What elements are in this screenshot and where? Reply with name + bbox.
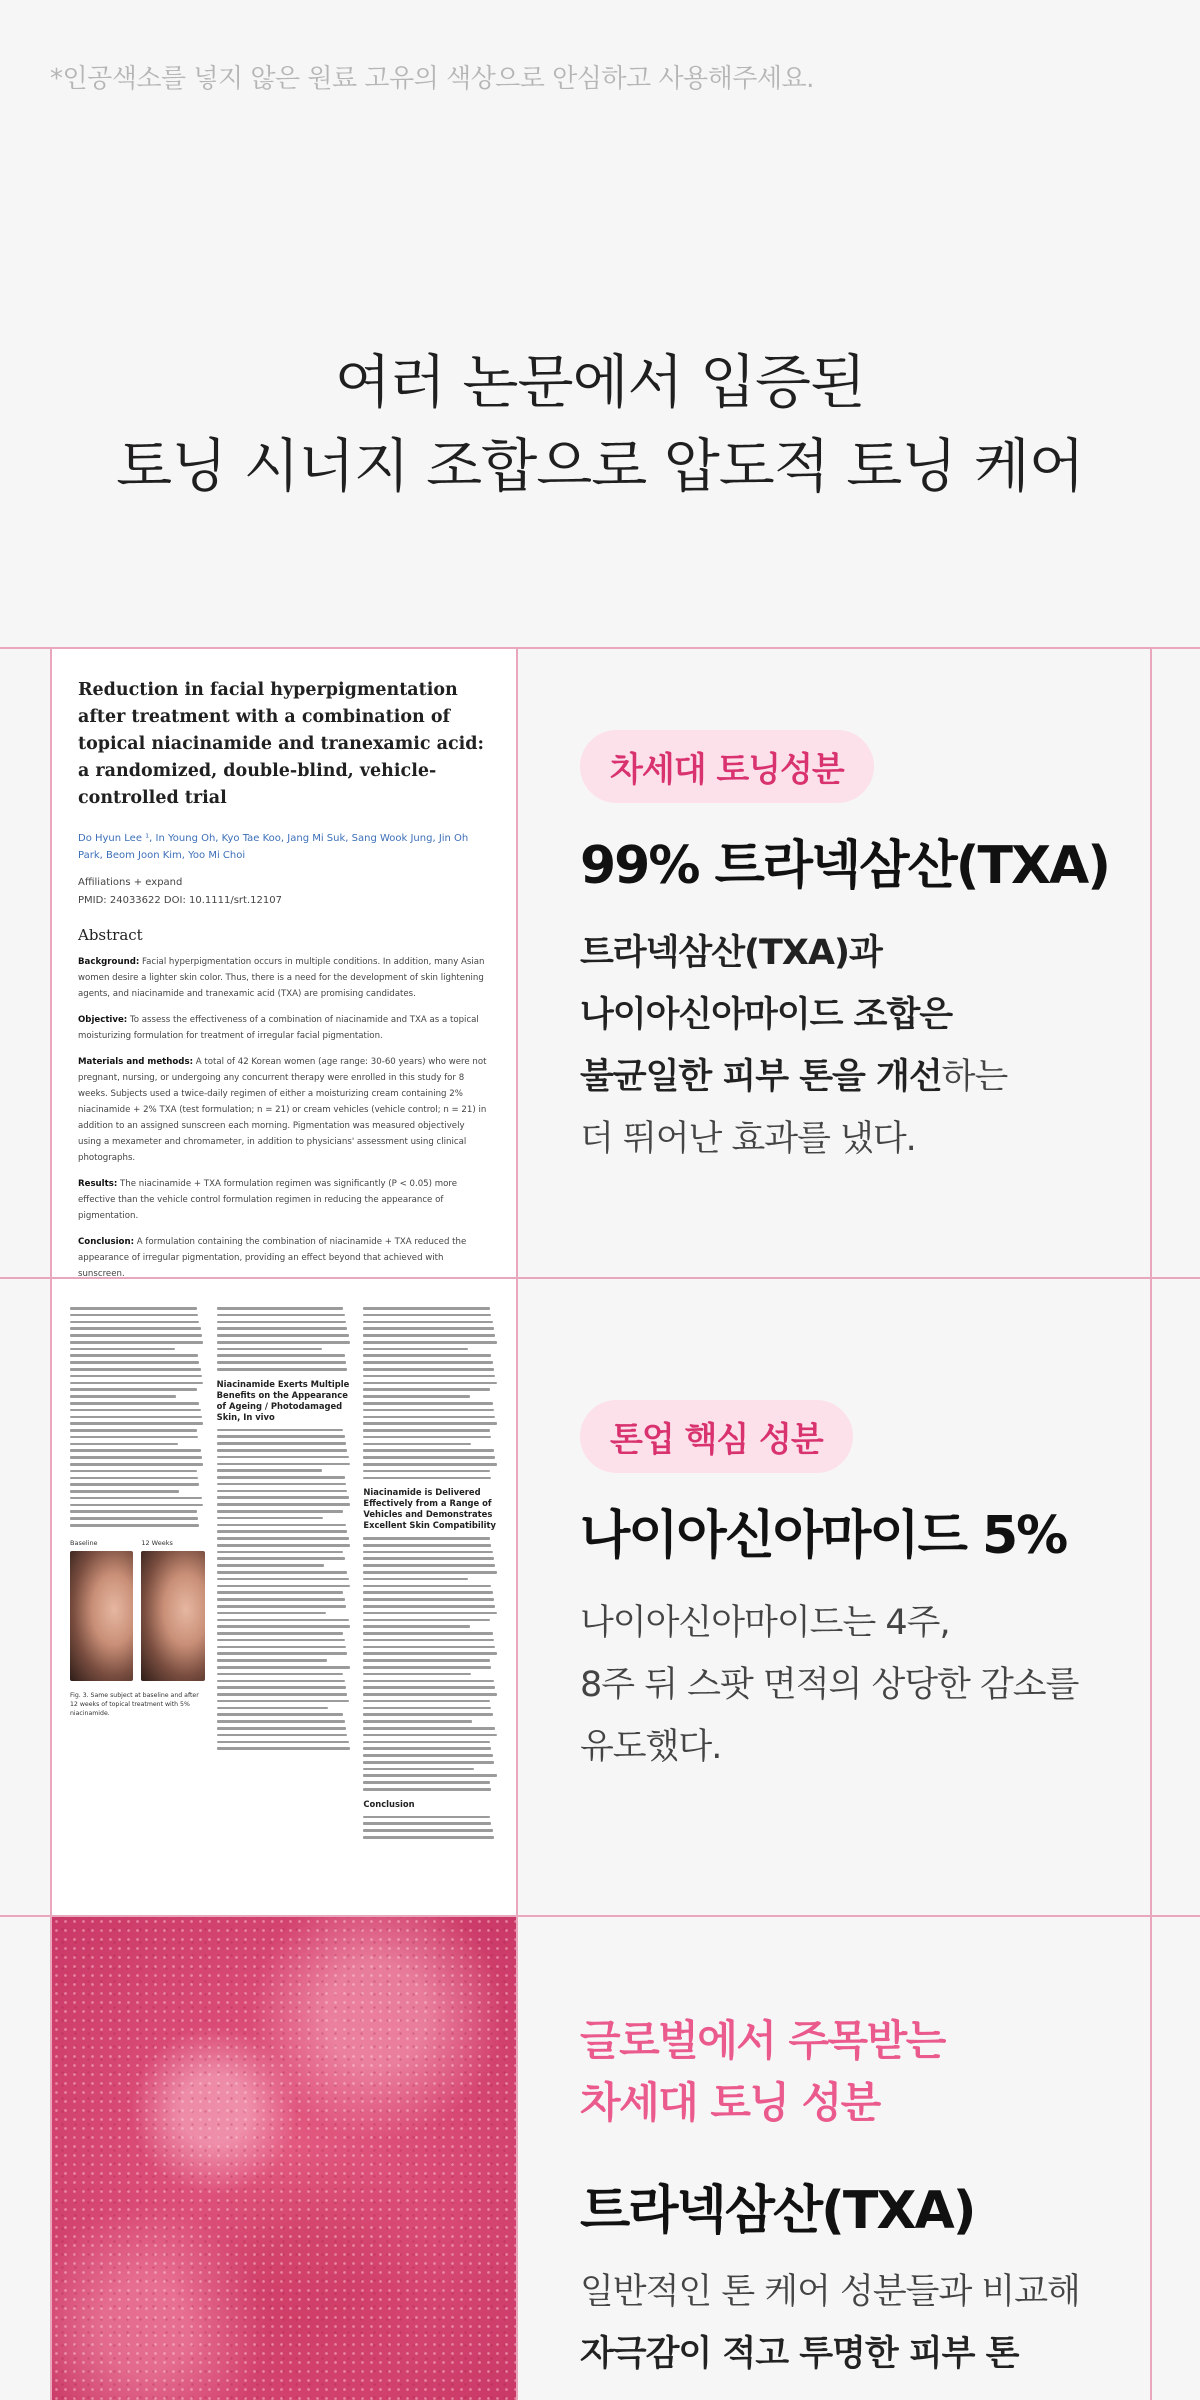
text-line — [217, 1537, 349, 1540]
text-line — [363, 1585, 491, 1588]
text-lines — [217, 1429, 352, 1750]
txa-description: 트라넥삼산(TXA)과 나이아신아마이드 조합은 불균일한 피부 톤을 개선하는 더 뛰어난 효과를 냈다. — [580, 933, 1008, 1159]
text-line — [363, 1768, 473, 1771]
text-line — [363, 1666, 491, 1669]
text-line — [363, 1436, 491, 1439]
text-line — [363, 1429, 490, 1432]
text-line — [217, 1747, 350, 1750]
paper-meta — [78, 874, 490, 910]
text-lines — [363, 1307, 498, 1479]
text-line — [217, 1361, 346, 1364]
text-line — [217, 1348, 322, 1351]
abstract-results: Results: The niacinamide + TXA formulation regimen was significantly (P < 0.05) more effective than the vehicle control formulation regimen in reducing the appearance of pigmentation. — [78, 1179, 457, 1221]
global-heading-1: 글로벌에서 주목받는 — [580, 2016, 945, 2065]
text-line — [70, 1395, 176, 1398]
text-line — [217, 1598, 345, 1601]
text-line — [217, 1334, 349, 1337]
text-line — [363, 1741, 490, 1744]
text-line — [363, 1375, 495, 1378]
headline-line-1: 여러 논문에서 입증된 — [334, 348, 866, 416]
text-line — [217, 1524, 346, 1527]
text-line — [363, 1612, 496, 1615]
text-line — [217, 1625, 350, 1628]
paper-conclusion-heading: Conclusion — [363, 1798, 415, 1809]
text-line — [217, 1496, 349, 1499]
text-line — [217, 1571, 348, 1574]
paper-column-3 — [363, 1307, 498, 1867]
text-line — [217, 1741, 349, 1744]
paper-ids: PMID: 24033622 DOI: 10.1111/srt.12107 — [78, 895, 282, 906]
text-line — [217, 1673, 344, 1676]
text-line — [217, 1354, 345, 1357]
paper-column-2 — [217, 1307, 352, 1867]
text-line — [217, 1686, 346, 1689]
text-line — [217, 1585, 350, 1588]
text-line — [217, 1510, 344, 1513]
text-line — [70, 1354, 198, 1357]
text-line — [217, 1476, 345, 1479]
text-line — [70, 1429, 197, 1432]
paper-page-image — [52, 1279, 516, 1915]
text-line — [363, 1564, 495, 1567]
text-line — [363, 1673, 471, 1676]
text-line — [217, 1700, 349, 1703]
text-line — [217, 1713, 344, 1716]
text-line — [217, 1720, 345, 1723]
text-lines — [363, 1537, 498, 1791]
text-line — [217, 1639, 345, 1642]
text-line — [70, 1504, 203, 1507]
abstract-background: Background: Facial hyperpigmentation occurs in multiple conditions. In addition, many Asian women desire a lighter skin color. Thus, there is a need for the development of skin lightening agents, and niacinamide and tranexamic acid (TXA) are promising candidates. — [78, 957, 485, 999]
text-line — [70, 1361, 199, 1364]
paper-subhead-1: Niacinamide Exerts Multiple Benefits on the Appearance of Ageing / Photodamaged Skin, In vivo — [216, 1378, 350, 1422]
text-line — [70, 1490, 179, 1493]
text-line — [217, 1442, 346, 1445]
text-line — [217, 1368, 348, 1371]
text-line — [363, 1537, 490, 1540]
text-line — [363, 1605, 495, 1608]
text-line — [217, 1307, 344, 1310]
paper-affiliations: Affiliations + expand — [78, 877, 183, 888]
text-line — [217, 1544, 350, 1547]
text-line — [363, 1788, 491, 1791]
text-line — [217, 1680, 345, 1683]
text-line — [217, 1551, 344, 1554]
text-line — [363, 1422, 496, 1425]
global-txa-description: 일반적인 톤 케어 성분들과 비교해 자극감이 적고 투명한 피부 톤 — [580, 2272, 1080, 2374]
text-line — [70, 1517, 198, 1520]
text-line — [363, 1727, 495, 1730]
text-line — [363, 1693, 496, 1696]
text-line — [70, 1307, 197, 1310]
text-line — [217, 1734, 348, 1737]
text-line — [363, 1307, 490, 1310]
headline-line-2: 토닝 시너지 조합으로 압도적 토닝 케어 — [116, 432, 1084, 500]
text-line — [70, 1422, 203, 1425]
figure-label-baseline: Baseline — [70, 1538, 98, 1547]
text-line — [70, 1463, 203, 1466]
text-line — [363, 1402, 492, 1405]
text-line — [363, 1578, 468, 1581]
text-line — [217, 1693, 348, 1696]
text-line — [70, 1388, 197, 1391]
text-line — [217, 1490, 348, 1493]
text-line — [217, 1578, 349, 1581]
text-line — [363, 1632, 492, 1635]
text-line — [363, 1544, 491, 1547]
text-line — [70, 1327, 201, 1330]
text-line — [70, 1402, 199, 1405]
abstract-conclusion: Conclusion: A formulation containing the combination of niacinamide + TXA reduced the appearance of irregular pigmentation, providing an effect beyond that achieved with sunscreen. — [78, 1237, 467, 1277]
abstract-heading: Abstract — [78, 926, 143, 944]
text-line — [70, 1382, 203, 1385]
txa-title: 99% 트라넥삼산(TXA) — [580, 836, 1110, 896]
text-line — [217, 1564, 325, 1567]
text-line — [363, 1720, 472, 1723]
text-line — [70, 1368, 201, 1371]
text-lines — [363, 1816, 498, 1839]
text-line — [70, 1524, 199, 1527]
text-line — [217, 1483, 346, 1486]
text-line — [363, 1747, 491, 1750]
text-line — [70, 1477, 198, 1480]
text-line — [217, 1646, 346, 1649]
text-line — [363, 1409, 494, 1412]
text-line — [363, 1470, 490, 1473]
text-line — [217, 1517, 323, 1520]
text-line — [363, 1686, 495, 1689]
text-line — [217, 1429, 344, 1432]
disclaimer-note: *인공색소를 넣지 않은 원료 고유의 색상으로 안심하고 사용해주세요. — [50, 64, 814, 94]
text-line — [70, 1416, 202, 1419]
text-line — [70, 1510, 197, 1513]
niacinamide-badge: 톤업 핵심 성분 — [580, 1400, 853, 1473]
paper-abstract-image — [52, 649, 516, 1277]
grid-line-center — [516, 647, 518, 2400]
grid-line-right — [1150, 647, 1152, 2400]
figure-label-12-weeks: 12 Weeks — [141, 1538, 173, 1547]
text-line — [363, 1829, 492, 1832]
text-line — [217, 1435, 345, 1438]
text-line — [363, 1416, 495, 1419]
txa-badge: 차세대 토닝성분 — [580, 730, 874, 803]
text-line — [217, 1341, 350, 1344]
text-line — [363, 1761, 494, 1764]
paper-authors: Do Hyun Lee ¹, In Young Oh, Kyo Tae Koo, Jang Mi Suk, Sang Wook Jung, Jin Oh Park, Beom Joon Kim, Yoo Mi Choi — [78, 833, 469, 861]
text-line — [363, 1680, 494, 1683]
text-line — [217, 1321, 346, 1324]
text-line — [363, 1477, 491, 1480]
text-line — [363, 1334, 495, 1337]
text-line — [363, 1388, 490, 1391]
figure-caption: Fig. 3. Same subject at baseline and after 12 weeks of topical treatment with 5% niacinamide. — [70, 1691, 199, 1717]
text-line — [217, 1632, 344, 1635]
text-line — [363, 1619, 490, 1622]
text-line — [363, 1382, 496, 1385]
global-txa-title: 트라넥삼산(TXA) — [580, 2181, 975, 2241]
text-lines — [217, 1307, 352, 1371]
text-line — [70, 1483, 199, 1486]
paper-subhead-2: Niacinamide is Delivered Effectively from a Range of Vehicles and Demonstrates Excellent Skin Compatibility — [363, 1487, 496, 1531]
text-line — [70, 1321, 199, 1324]
text-line — [70, 1449, 201, 1452]
text-line — [363, 1314, 491, 1317]
text-line — [70, 1334, 202, 1337]
text-line — [363, 1598, 494, 1601]
niacinamide-title: 나이아신아마이드 5% — [580, 1506, 1067, 1566]
text-line — [363, 1713, 492, 1716]
text-line — [70, 1314, 198, 1317]
text-line — [217, 1605, 346, 1608]
text-line — [217, 1503, 350, 1506]
text-line — [363, 1354, 491, 1357]
text-line — [70, 1409, 201, 1412]
abstract-methods: Materials and methods: A total of 42 Korean women (age range: 30-60 years) who were not pregnant, nursing, or undergoing any concurrent therapy were enrolled in this study for 8 weeks. Subjects used a twice-daily regimen of either a moisturizing cream containing 2% niacinamide + 2% TXA (test formulation; n = 21) or cream vehicles (vehicle control; n = 21) in addition to an assigned sunscreen each morning. Pigmentation was measured objectively using a mexameter and chromameter, in addition to physicians' assessment using clinical photographs. — [78, 1057, 487, 1163]
text-line — [217, 1652, 348, 1655]
txa-block — [580, 730, 1140, 1170]
text-line — [217, 1327, 348, 1330]
text-line — [363, 1659, 490, 1662]
text-line — [217, 1659, 327, 1662]
text-line — [363, 1443, 471, 1446]
paper-title: Reduction in facial hyperpigmentation after treatment with a combination of topical niacinamide and tranexamic acid: a randomized, double-blind, vehicle-controlled trial — [78, 680, 484, 808]
section-headline — [0, 340, 1200, 508]
text-line — [363, 1327, 494, 1330]
paper-column-1 — [70, 1307, 205, 1867]
text-line — [217, 1456, 349, 1459]
text-line — [363, 1646, 495, 1649]
text-line — [363, 1361, 492, 1364]
text-line — [363, 1591, 492, 1594]
text-line — [363, 1700, 490, 1703]
text-line — [217, 1707, 329, 1710]
powder-texture — [52, 1917, 516, 2400]
text-line — [363, 1341, 496, 1344]
text-line — [217, 1530, 348, 1533]
text-line — [217, 1591, 344, 1594]
text-line — [70, 1348, 175, 1351]
global-heading-2: 차세대 토닝 성분 — [580, 2078, 880, 2127]
text-line — [363, 1551, 492, 1554]
text-line — [217, 1314, 345, 1317]
text-line — [363, 1348, 468, 1351]
text-line — [70, 1341, 203, 1344]
niacinamide-description: 나이아신아마이드는 4주, 8주 뒤 스팟 면적의 상당한 감소를 유도했다. — [580, 1603, 1079, 1767]
text-line — [363, 1639, 494, 1642]
face-photo-12-weeks — [141, 1551, 204, 1681]
text-line — [363, 1463, 496, 1466]
text-line — [363, 1625, 469, 1628]
text-line — [363, 1734, 496, 1737]
text-line — [217, 1449, 348, 1452]
pink-powder-image — [52, 1917, 516, 2400]
text-line — [363, 1836, 494, 1839]
text-line — [363, 1456, 495, 1459]
text-line — [363, 1754, 492, 1757]
text-line — [363, 1774, 496, 1777]
text-lines — [70, 1307, 205, 1527]
text-line — [363, 1816, 490, 1819]
text-line — [70, 1443, 178, 1446]
niacinamide-block — [580, 1400, 1140, 1778]
text-line — [217, 1619, 349, 1622]
face-photo-baseline — [70, 1551, 133, 1681]
text-line — [70, 1456, 202, 1459]
text-line — [363, 1321, 492, 1324]
text-line — [363, 1571, 496, 1574]
text-line — [70, 1497, 202, 1500]
text-line — [363, 1368, 494, 1371]
global-txa-block — [580, 2010, 1140, 2385]
text-line — [363, 1781, 490, 1784]
text-line — [217, 1666, 350, 1669]
text-line — [70, 1436, 198, 1439]
text-line — [70, 1470, 197, 1473]
text-line — [217, 1557, 345, 1560]
abstract-objective: Objective: To assess the effectiveness of a combination of niacinamide and TXA as a topical moisturizing formulation for treatment of irregular facial pigmentation. — [78, 1015, 479, 1041]
text-line — [217, 1612, 326, 1615]
text-line — [70, 1375, 202, 1378]
text-line — [217, 1727, 346, 1730]
text-line — [363, 1707, 491, 1710]
text-line — [363, 1822, 491, 1825]
text-line — [363, 1557, 494, 1560]
text-line — [363, 1395, 469, 1398]
text-line — [217, 1469, 322, 1472]
text-line — [217, 1463, 350, 1466]
text-line — [363, 1449, 494, 1452]
text-line — [363, 1652, 496, 1655]
